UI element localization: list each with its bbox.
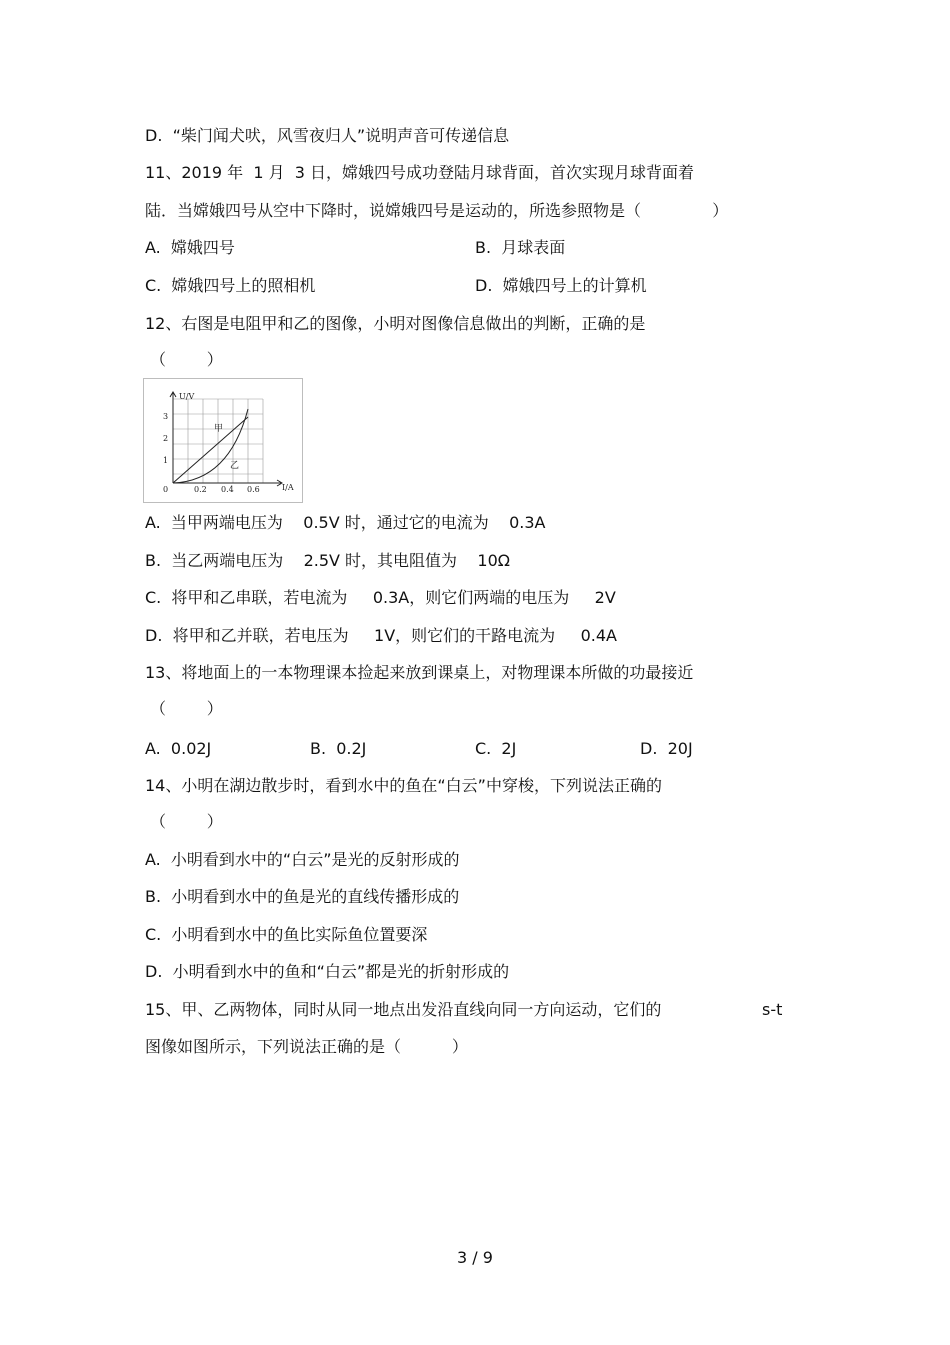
page-number: 3 / 9 xyxy=(457,1248,493,1267)
q12-option-c: C. 将甲和乙串联，若电流为 0.3A，则它们两端的电压为 2V xyxy=(145,588,616,607)
origin-label: 0 xyxy=(163,485,169,494)
q12-stem-line1: 12、右图是电阻甲和乙的图像，小明对图像信息做出的判断，正确的是 xyxy=(145,314,646,333)
q10-option-d: D. “柴门闻犬吠，风雪夜归人”说明声音可传递信息 xyxy=(145,126,510,145)
axes xyxy=(170,392,282,486)
q14-option-c: C. 小明看到水中的鱼比实际鱼位置要深 xyxy=(145,925,428,944)
q15-stem-line1-end: s-t xyxy=(762,1000,783,1019)
q11-stem-line1: 11、2019 年 1 月 3 日，嫦娥四号成功登陆月球背面，首次实现月球背面着 xyxy=(145,163,695,182)
q11-option-a: A. 嫦娥四号 xyxy=(145,238,235,257)
curve-yi xyxy=(173,409,248,483)
q13-option-d: D. 20J xyxy=(640,739,693,758)
q12-option-d: D. 将甲和乙并联，若电压为 1V，则它们的干路电流为 0.4A xyxy=(145,626,617,645)
q14-answer-paren: （ ） xyxy=(150,812,223,831)
q12-option-b: B. 当乙两端电压为 2.5V 时，其电阻值为 10Ω xyxy=(145,551,510,570)
q15-stem-line2: 图像如图所示，下列说法正确的是（ ） xyxy=(145,1037,468,1056)
q14-option-b: B. 小明看到水中的鱼是光的直线传播形成的 xyxy=(145,887,460,906)
q14-option-a: A. 小明看到水中的“白云”是光的反射形成的 xyxy=(145,850,460,869)
q15-stem-line1: 15、甲、乙两物体，同时从同一地点出发沿直线向同一方向运动，它们的 xyxy=(145,1000,662,1019)
q11-option-d: D. 嫦娥四号上的计算机 xyxy=(475,276,647,295)
x-tick-0-4: 0.4 xyxy=(221,485,234,494)
grid xyxy=(173,399,263,483)
q13-stem-line1: 13、将地面上的一本物理课本捡起来放到课桌上，对物理课本所做的功最接近 xyxy=(145,663,694,682)
x-tick-0-2: 0.2 xyxy=(194,485,207,494)
x-tick-0-6: 0.6 xyxy=(247,485,260,494)
q13-option-a: A. 0.02J xyxy=(145,739,212,758)
q12-answer-paren: （ ） xyxy=(150,350,223,369)
uv-graph xyxy=(144,379,302,502)
q13-option-c: C. 2J xyxy=(475,739,517,758)
y-tick-1: 1 xyxy=(163,456,169,465)
curve-jia xyxy=(173,417,248,483)
x-axis-label: I/A xyxy=(282,483,294,492)
y-tick-3: 3 xyxy=(163,412,169,421)
resistance-uv-figure xyxy=(143,378,303,503)
y-tick-2: 2 xyxy=(163,434,169,443)
q12-option-a: A. 当甲两端电压为 0.5V 时，通过它的电流为 0.3A xyxy=(145,513,546,532)
q14-stem-line1: 14、小明在湖边散步时，看到水中的鱼在“白云”中穿梭，下列说法正确的 xyxy=(145,776,662,795)
y-axis-label: U/V xyxy=(179,392,195,401)
q13-answer-paren: （ ） xyxy=(150,699,223,718)
curve-yi-label: 乙 xyxy=(230,461,240,471)
curve-jia-label: 甲 xyxy=(214,424,224,434)
q13-option-b: B. 0.2J xyxy=(310,739,367,758)
q11-option-b: B. 月球表面 xyxy=(475,238,566,257)
q11-stem-line2: 陆．当嫦娥四号从空中下降时，说嫦娥四号是运动的，所选参照物是（ ） xyxy=(145,201,729,220)
q14-option-d: D. 小明看到水中的鱼和“白云”都是光的折射形成的 xyxy=(145,962,510,981)
q11-option-c: C. 嫦娥四号上的照相机 xyxy=(145,276,316,295)
